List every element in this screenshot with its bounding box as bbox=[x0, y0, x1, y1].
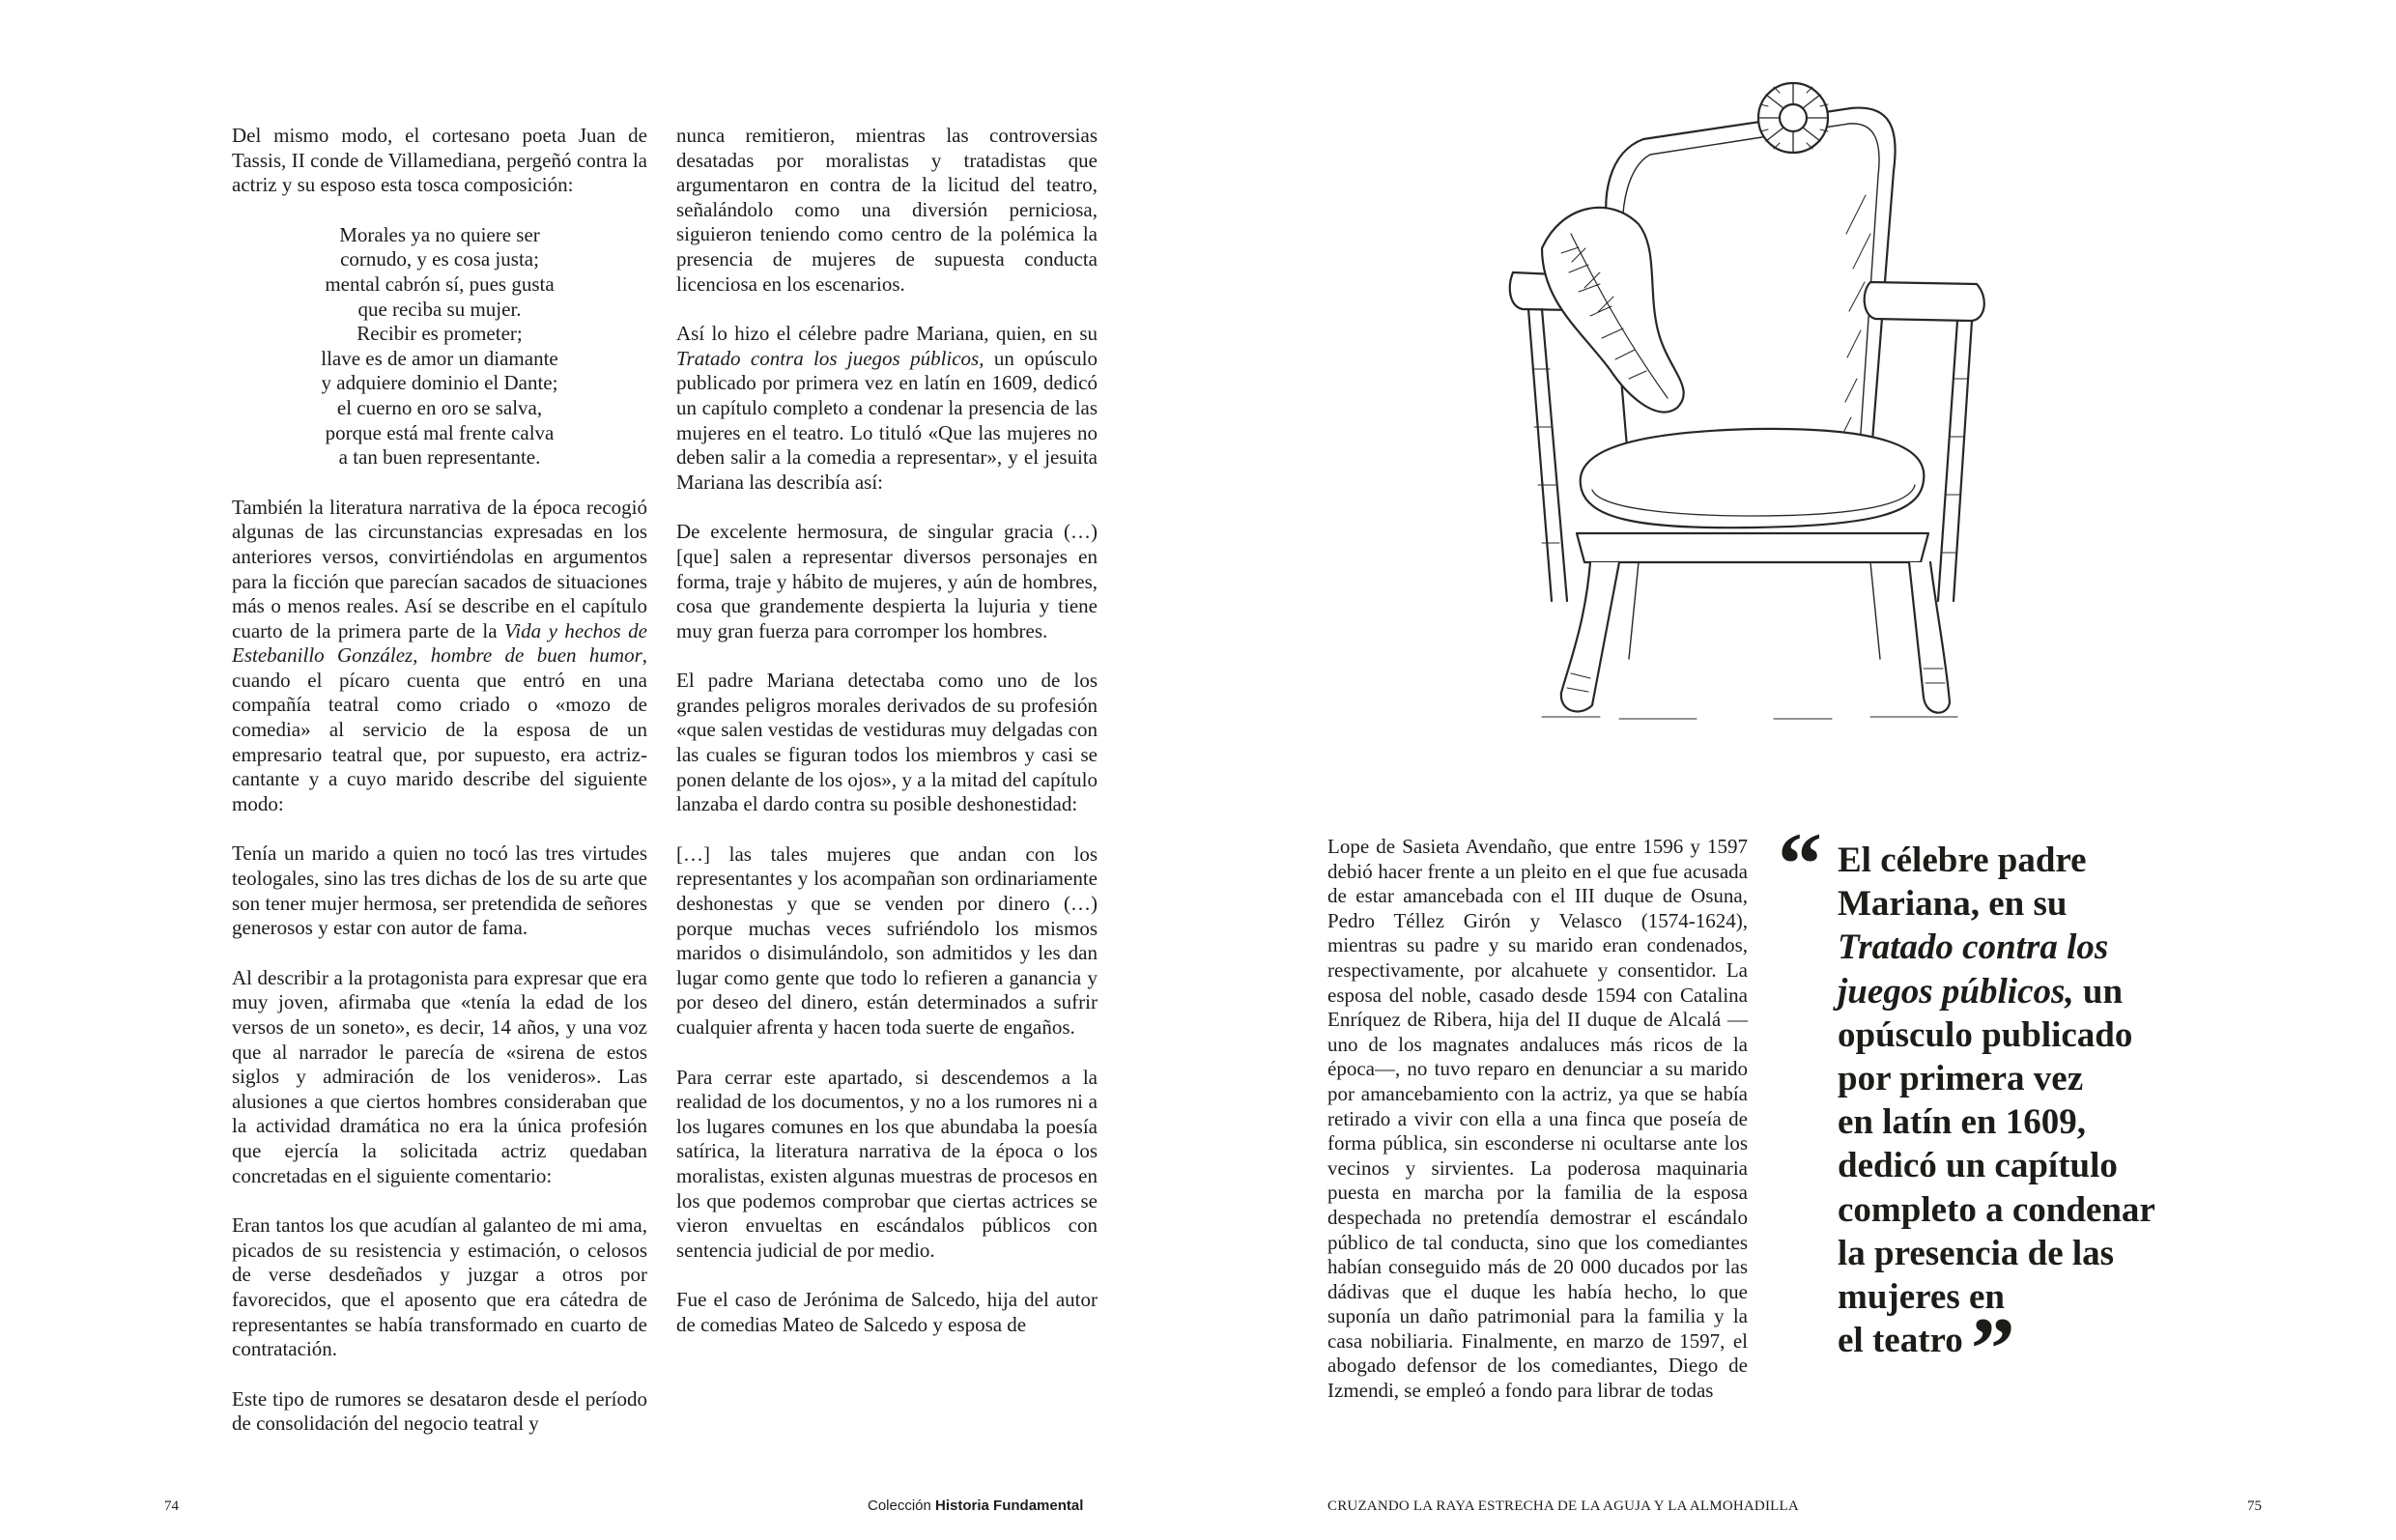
block-quote: Eran tantos los que acudían al galanteo de mi ama, picados de su resistencia y estimación, o celosos de verse desdeñados y juzgar a otros por favorecidos, que el aposento que era cátedra de representantes se había transformado en cuarto de contratación. bbox=[232, 1213, 647, 1361]
verse-line: Morales ya no quiere ser bbox=[339, 222, 540, 246]
block-quote: […] las tales mujeres que andan con los representantes y los acompañan son ordinariamente deshonestas y que se venden por dinero (…) porque muchas veces sufriéndolo los mismos maridos o disimulándolo, son admitidos y les dan lugar como gente que todo lo refieren a ganancia y por deseo del dinero, están determinados a sufrir cualquier afrenta y hacen toda suerte de engaños. bbox=[676, 841, 1098, 1039]
verse-line: Recibir es prometer; bbox=[357, 322, 523, 346]
pull-quote-line: por primera vez bbox=[1838, 1059, 2084, 1099]
collection-title: Historia Fundamental bbox=[935, 1497, 1084, 1514]
book-title: Tratado contra los juegos públicos, bbox=[676, 346, 984, 370]
verse-line: el cuerno en oro se salva, bbox=[336, 395, 543, 419]
paragraph-text: , cuando el pícaro cuenta que entró en una compañía teatral como criado o «mozo de comedia» al servicio de la esposa de un empresario teatral que, por supuesto, era actriz-cantante y a cuyo marido describe del siguiente modo: bbox=[232, 643, 647, 815]
pull-quote bbox=[1778, 814, 2212, 1399]
left-column-1 bbox=[232, 124, 647, 1437]
paragraph: Para cerrar este apartado, si descendemos a la realidad de los documentos, y no a los rumores ni a los lugares comunes en los que abundaba la poesía satírica, la literatura narrativa de la época o los moralistas, existen algunas muestras de procesos en los que podemos comprobar que ciertas actrices se vieron envueltas en escándalos públicos con sentencia judicial de por medio. bbox=[676, 1065, 1098, 1262]
paragraph-text: Así lo hizo el célebre padre Mariana, quien, en su bbox=[676, 322, 1098, 346]
close-quote-mark: ” bbox=[1970, 1299, 2015, 1399]
right-column bbox=[1327, 835, 1748, 1404]
paragraph: Al describir a la protagonista para expresar que era muy joven, afirmaba que «tenía la edad de los versos de un soneto», es decir, 14 años, y una voz que al narrador le parecía de «sirena de estos siglos y admiración de los venideros». Las alusiones a que ciertos hombres consideraban que la actividad dramática no era la única profesión que ejercía la solicitada actriz quedaban concretadas en el siguiente comentario: bbox=[232, 965, 647, 1187]
book-title: Vida y hechos de Estebanillo González, hombre de buen humor bbox=[232, 618, 647, 668]
verse-line: llave es de amor un diamante bbox=[321, 346, 558, 370]
paragraph: Del mismo modo, el cortesano poeta Juan de Tassis, II conde de Villamediana, pergeñó contra la actriz y su esposo esta tosca composición: bbox=[232, 124, 647, 197]
verse-line: porque está mal frente calva bbox=[325, 420, 555, 444]
verse-line: a tan buen representante. bbox=[338, 445, 541, 470]
paragraph: Lope de Sasieta Avendaño, que entre 1596 y 1597 debió hacer frente a un pleito en el que fue acusada de estar amancebada con el III duque de Osuna, Pedro Téllez Girón y Velasco (1574-1624), mientras su padre y su marido eran condenados, respectivamente, por alcahuete y consentidor. La esposa del noble, casado desde 1594 con Catalina Enríquez de Ribera, hija del II duque de Alcalá —uno de los magnates andaluces más ricos de la época—, no tuvo reparo en denunciar a su marido por amancebamiento con la actriz, ya que se había retirado a vivir con ella a una finca que poseía de forma pública, sin esconderse ni ocultarse ante los vecinos y sirvientes. La poderosa maquinaria puesta en marcha por la familia de la esposa despechada no pretendía demostrar el escándalo público de tal conducta, sino que los comediantes habían conseguido más de 20 000 ducados por las dádivas que el duque les había hecho, lo que suponía un daño patrimonial para la familia y la casa nobiliaria. Finalmente, en marzo de 1597, el abogado defensor de los comediantes, Diego de Izmendi, se empleó a fondo para librar de todas bbox=[1327, 835, 1748, 1403]
block-quote: De excelente hermosura, de singular gracia (…) [que] salen a representar diversos personajes en forma, traje y hábito de mujeres, y aún de hombres, cosa que grandemente despierta la lujuria y tiene muy gran fuerza para corromper los hombres. bbox=[676, 520, 1098, 642]
left-column-2 bbox=[676, 124, 1098, 1338]
armchair-with-feather-and-ruff-illustration bbox=[1484, 79, 2025, 727]
paragraph: Este tipo de rumores se desataron desde el período de consolidación del negocio teatral y bbox=[232, 1386, 647, 1436]
pull-quote-line: dedicó un capítulo bbox=[1838, 1146, 2118, 1186]
pull-quote-text: un bbox=[2073, 971, 2124, 1012]
collection-prefix: Colección bbox=[868, 1497, 936, 1514]
pull-quote-line bbox=[1778, 926, 2212, 969]
pull-quote-line: completo a condenar bbox=[1838, 1189, 2155, 1230]
paragraph: El padre Mariana detectaba como uno de los grandes peligros morales derivados de su profesión «que salen vestidas de vestiduras muy delgadas con las cuales se figuran todos los miembros y casi se ponen delante de los ojos», y a la mitad del capítulo lanzaba el dardo contra su posible deshonestidad: bbox=[676, 669, 1098, 816]
paragraph bbox=[676, 322, 1098, 495]
paragraph-text: También la literatura narrativa de la época recogió algunas de las circunstancias expresadas en los anteriores versos, convirtiéndolas en argumentos para la ficción que parecían sacados de situaciones más o menos reales. Así se describe en el capítulo cuarto de la primera parte de la bbox=[232, 495, 647, 642]
pull-quote-line bbox=[1778, 970, 2212, 1013]
pull-quote-line: El célebre padre bbox=[1838, 841, 2087, 880]
pull-quote-line: en latín en 1609, bbox=[1838, 1102, 2086, 1143]
verse-line: mental cabrón sí, pues gusta bbox=[325, 271, 555, 296]
open-quote-mark: “ bbox=[1778, 814, 1822, 913]
block-quote: Tenía un marido a quien no tocó las tres virtudes teologales, sino las tres dichas de los de su arte que son tener mujer hermosa, ser pretendida de señores generosos y estar con autor de fama. bbox=[232, 841, 647, 940]
verse-line: que reciba su mujer. bbox=[357, 297, 522, 321]
pull-quote-line: mujeres en bbox=[1838, 1277, 2005, 1318]
pull-quote-line bbox=[1778, 1299, 2212, 1399]
collection-name bbox=[868, 1497, 1083, 1515]
verse-block bbox=[232, 223, 647, 471]
pull-quote-text: el teatro bbox=[1838, 1321, 1963, 1361]
paragraph-text: un opúsculo publicado por primera vez en latín en 1609, dedicó un capítulo completo a condenar la presencia de las mujeres en el teatro. Lo tituló «Que las mujeres no deben salir a la comedia a representar», y el jesuita Mariana las describía así: bbox=[676, 346, 1098, 494]
paragraph: nunca remitieron, mientras las controversias desatadas por moralistas y tratadistas que argumentaron en contra de la licitud del teatro, señalándolo como una diversión perniciosa, siguieron teniendo como centro de la polémica la presencia de mujeres de supuesta conducta licenciosa en los escenarios. bbox=[676, 124, 1098, 296]
pull-quote-line: la presencia de las bbox=[1838, 1233, 2115, 1273]
paragraph bbox=[232, 496, 647, 817]
paragraph: Fue el caso de Jerónima de Salcedo, hija del autor de comedias Mateo de Salcedo y esposa de bbox=[676, 1288, 1098, 1336]
running-title: CRUZANDO LA RAYA ESTRECHA DE LA AGUJA Y LA ALMOHADILLA bbox=[1327, 1498, 1799, 1514]
verse-line: cornudo, y es cosa justa; bbox=[340, 247, 539, 271]
page-number-left: 74 bbox=[164, 1498, 179, 1514]
pull-quote-line: opúsculo publicado bbox=[1838, 1014, 2133, 1055]
pull-quote-line: Mariana, en su bbox=[1838, 884, 2068, 925]
book-title: juegos públicos, bbox=[1838, 971, 2074, 1012]
book-title: Tratado contra los bbox=[1838, 927, 2109, 968]
verse-line: y adquiere dominio el Dante; bbox=[321, 371, 558, 395]
page-number-right: 75 bbox=[2247, 1498, 2262, 1514]
